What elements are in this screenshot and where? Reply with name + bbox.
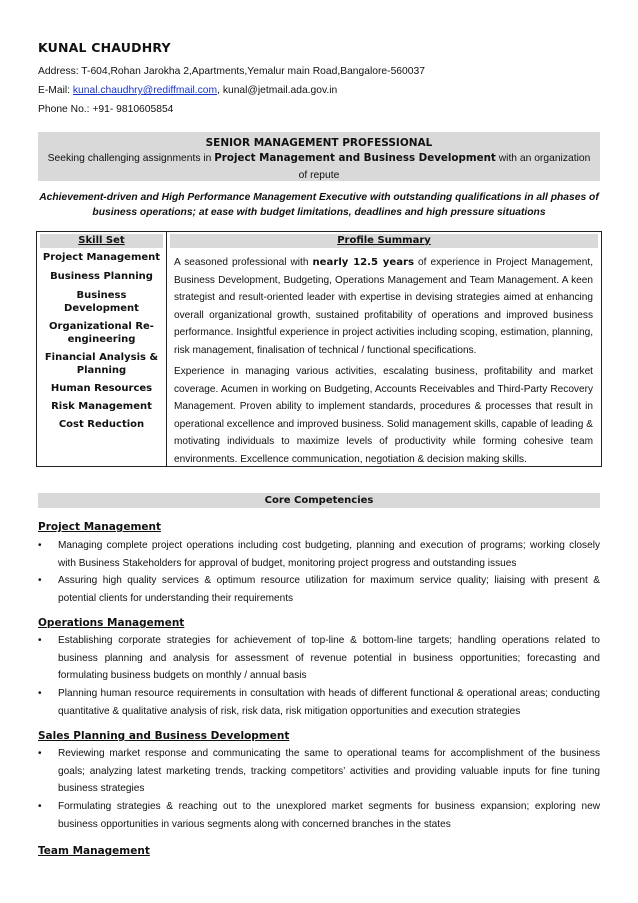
section-heading-team-management: Team Management — [38, 845, 150, 857]
objective-text-bold: Project Management and Business Development — [214, 152, 496, 164]
objective-text — [38, 149, 600, 184]
skill-item: Risk Management — [51, 401, 152, 412]
bullet-item — [38, 685, 600, 720]
objective-text-end: with an organization of repute — [298, 153, 591, 181]
objective-title: SENIOR MANAGEMENT PROFESSIONAL — [205, 137, 433, 149]
section-heading-sales-planning: Sales Planning and Business Development — [38, 730, 290, 742]
section-heading-project-management: Project Management — [38, 521, 161, 533]
skill-item: Human Resources — [50, 383, 153, 394]
profile-paragraph: Experience in managing various activities, escalating business, profitability and market coverage. Acumen in working on Budgeting, Accounts Receivables and Third-Party Recovery Management. Proven ability to implement standards, procedures & processes that result in operational excellence and improved business. Solid management skills, capable of leading & motivating individuals to maximize levels of productivity while forming cohesive team environments. Excellence communication, negotiation & decision making skills. — [174, 366, 593, 465]
skill-item: Business Planning — [50, 271, 153, 282]
bullet-text: Establishing corporate strategies for achievement of top-line & bottom-line targets; handling operations related to business planning and analysis for assessment of revenue potential in business opportunities; forecasting and formulating business budgets on monthly / annual basis — [58, 635, 600, 681]
email-link[interactable]: kunal.chaudhry@rediffmail.com — [72, 85, 218, 96]
candidate-name: KUNAL CHAUDHRY — [38, 40, 171, 55]
bullet-text: Formulating strategies & reaching out to the unexplored market segments for business expansion; exploring new business opportunities in various segments along with concerned branches in the states — [58, 801, 600, 830]
profile-paragraph — [174, 254, 593, 359]
email-secondary: , kunal@jetmail.ada.gov.in — [217, 85, 338, 96]
core-competencies-header: Core Competencies — [38, 493, 600, 508]
email-label: E-Mail: — [38, 85, 73, 96]
bullet-item — [38, 745, 600, 798]
bullet-icon: • — [38, 540, 42, 551]
skills-profile-table — [36, 231, 602, 467]
bullet-text: Planning human resource requirements in consultation with heads of different functional & operational areas; conducting quantitative & qualitative analysis of risk, risk data, risk mitigation opportunities and execution strategies — [58, 688, 600, 717]
skill-set-header: Skill Set — [40, 234, 163, 248]
experience-years: nearly 12.5 years — [312, 257, 414, 268]
bullet-item — [38, 537, 600, 572]
tagline: Achievement-driven and High Performance Management Executive with outstanding qualifications in all phases of business operations; at ease with budget limitations, deadlines and high pressure situations — [39, 192, 599, 218]
bullet-icon: • — [38, 635, 42, 646]
section-heading-operations-management: Operations Management — [38, 617, 185, 629]
skill-item: Business Development — [64, 290, 139, 314]
skill-item: Cost Reduction — [58, 419, 145, 430]
bullet-item — [38, 798, 600, 833]
skill-item: Project Management — [42, 252, 161, 263]
objective-section — [38, 132, 600, 181]
bullet-text: Reviewing market response and communicating the same to operational teams for accomplishment of the business goals; analyzing latest marketing trends, tracking competitors’ activities and providing valuable inputs for fine tuning business strategies — [58, 748, 600, 794]
bullet-text: Managing complete project operations including cost budgeting, planning and execution of programs; working closely with Business Stakeholders for approval of budget, monitoring project progress and outstanding issues — [58, 540, 600, 569]
skill-set-column — [37, 232, 167, 466]
bullet-icon: • — [38, 801, 42, 812]
profile-summary-text — [167, 248, 601, 468]
profile-summary-column — [167, 232, 601, 466]
bullet-icon: • — [38, 748, 42, 759]
objective-text-start: Seeking challenging assignments in — [47, 153, 215, 164]
bullet-item — [38, 632, 600, 685]
bullet-icon: • — [38, 688, 42, 699]
bullet-text: Assuring high quality services & optimum resource utilization for maximum service quality; liaising with present & potential clients for understanding their requirements — [58, 575, 600, 604]
email-line — [38, 85, 337, 96]
skill-item: Financial Analysis & Planning — [44, 352, 159, 376]
profile-summary-header: Profile Summary — [170, 234, 598, 248]
phone-line: Phone No.: +91- 9810605854 — [38, 104, 174, 115]
profile-text-end: of experience in Project Management, Business Development, Budgeting, Operations Management and Team Management. A keen strategist and result-oriented leader with expertise in devising strategies aimed at enhancing overall organizational growth, sustained profitability of operations and improved business performance. Insightful experience in project activities including scoping, estimation, planning, risk management, finalisation of technical / functional specifications. — [174, 257, 594, 356]
profile-text-start: A seasoned professional with — [174, 257, 313, 268]
address-line: Address: T-604,Rohan Jarokha 2,Apartments,Yemalur main Road,Bangalore-560037 — [38, 66, 425, 77]
bullet-item — [38, 572, 600, 607]
bullet-icon: • — [38, 575, 42, 586]
skill-item: Organizational Re-engineering — [49, 321, 154, 345]
